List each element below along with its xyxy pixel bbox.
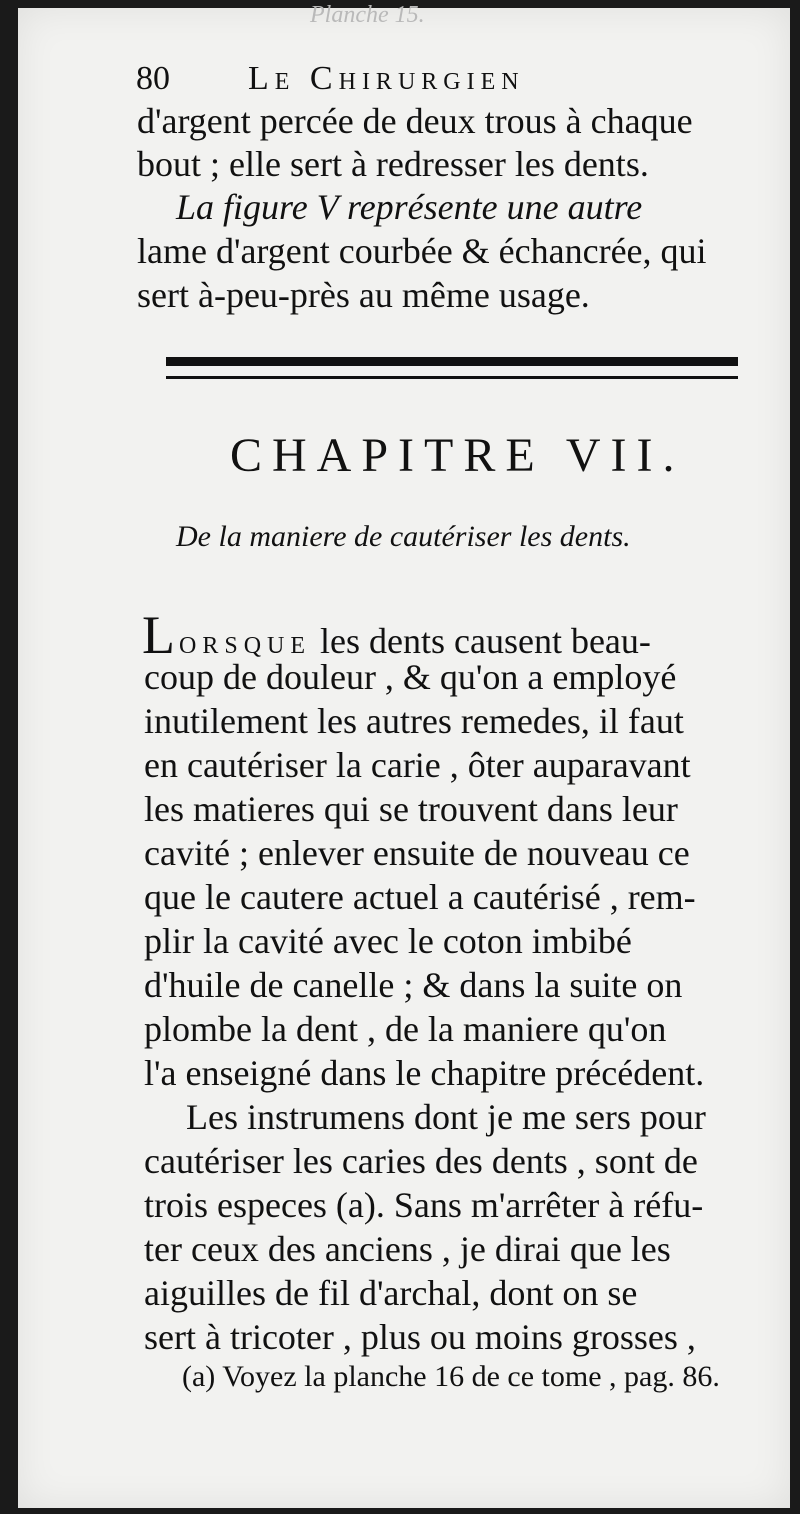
text-line: sert à tricoter , plus ou moins grosses , — [144, 1317, 696, 1357]
text-line: inutilement les autres remedes, il faut — [144, 701, 684, 741]
text-line: que le cautere actuel a cautérisé , rem- — [144, 877, 696, 917]
chapter-subtitle: De la maniere de cautériser les dents. — [176, 520, 631, 553]
section-rule-thin — [166, 376, 738, 379]
bleed-through-text: Planche 15. — [310, 2, 425, 28]
drop-cap-rest: ORSQUE — [179, 633, 312, 659]
text-line: ter ceux des anciens , je dirai que les — [144, 1229, 671, 1269]
running-head: Le Chirurgien — [248, 60, 525, 97]
text-line: cautériser les caries des dents , sont de — [144, 1141, 698, 1181]
text-line: aiguilles de fil d'archal, dont on se — [144, 1273, 638, 1313]
text-line: plir la cavité avec le coton imbibé — [144, 921, 632, 961]
text-line: cavité ; enlever ensuite de nouveau ce — [144, 833, 690, 873]
text-line: l'a enseigné dans le chapitre précédent. — [144, 1053, 705, 1093]
footnote: (a) Voyez la planche 16 de ce tome , pag. 86. — [182, 1360, 720, 1393]
page-number: 80 — [136, 60, 170, 97]
text-line: trois especes (a). Sans m'arrêter à réfu- — [144, 1185, 704, 1225]
drop-cap: L — [142, 605, 179, 665]
text-line: bout ; elle sert à redresser les dents. — [137, 144, 649, 184]
text-line: sert à-peu-près au même usage. — [137, 275, 590, 315]
text-line: en cautériser la carie , ôter auparavant — [144, 745, 691, 785]
first-line-rest: les dents causent beau- — [320, 621, 651, 661]
section-rule — [166, 357, 738, 366]
text-line: La figure V représente une autre — [176, 187, 643, 227]
chapter-title: CHAPITRE VII. — [230, 429, 685, 482]
text-line: les matieres qui se trouvent dans leur — [144, 789, 678, 829]
text-line: lame d'argent courbée & échancrée, qui — [137, 231, 707, 271]
text-line: plombe la dent , de la maniere qu'on — [144, 1009, 667, 1049]
text-line: coup de douleur , & qu'on a employé — [144, 657, 677, 697]
page-header — [136, 60, 766, 100]
text-line: d'huile de canelle ; & dans la suite on — [144, 965, 683, 1005]
text-line: Les instrumens dont je me sers pour — [186, 1097, 706, 1137]
text-line: d'argent percée de deux trous à chaque — [137, 101, 693, 141]
